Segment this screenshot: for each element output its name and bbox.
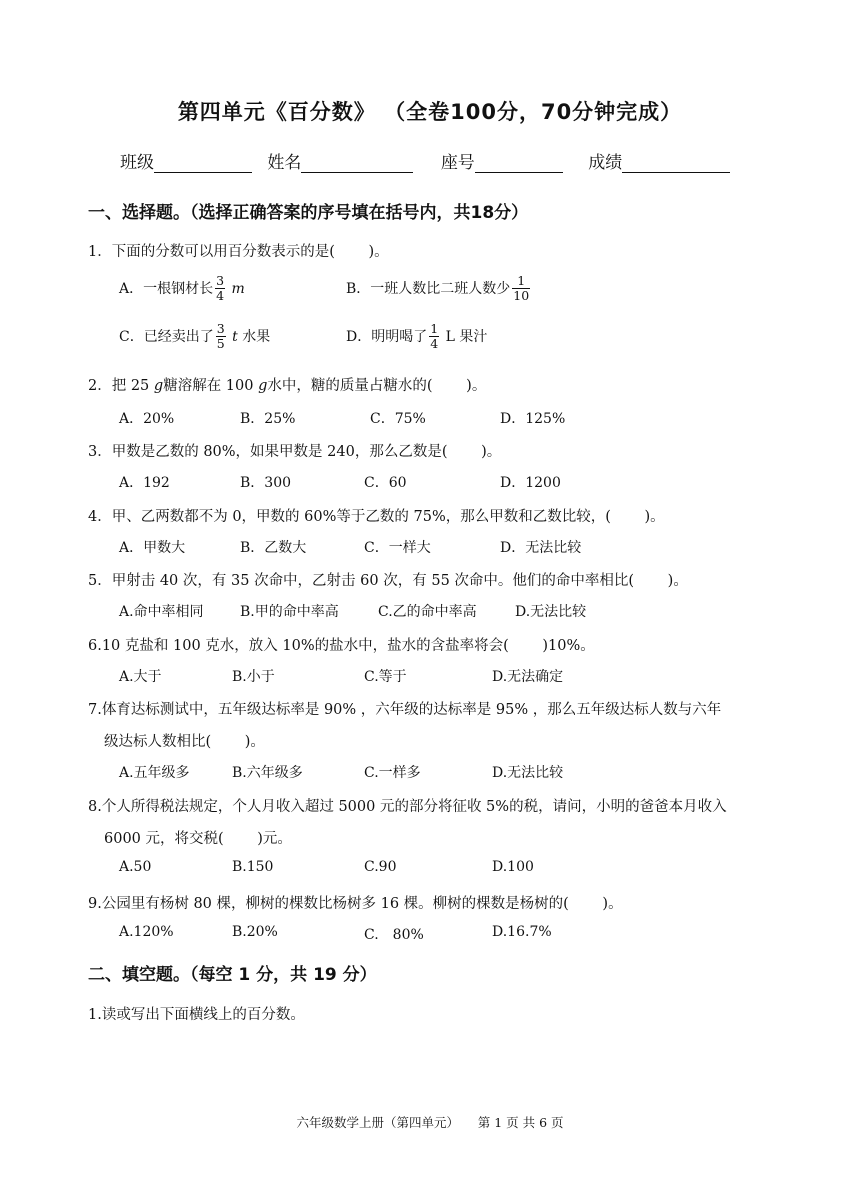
q4-option-d[interactable]: D．无法比较 — [500, 540, 582, 556]
q7-option-b[interactable]: B.六年级多 — [232, 765, 303, 781]
question-2-stem: 2．把 25 g糖溶解在 100 g水中，糖的质量占糖水的( )。 — [88, 378, 487, 394]
q4-option-b[interactable]: B．乙数大 — [240, 540, 307, 556]
q2-option-a[interactable]: A．20% — [119, 411, 175, 427]
q5-option-d[interactable]: D.无法比较 — [515, 604, 587, 620]
question-7-stem-line1: 7.体育达标测试中，五年级达标率是 90% ，六年级的达标率是 95% ，那么五年级达标人数与六年 — [88, 702, 722, 718]
question-6-stem: 6.10 克盐和 100 克水，放入 10%的盐水中，盐水的含盐率将会( )10%。 — [88, 638, 595, 654]
name-field: 姓名 — [267, 148, 413, 173]
question-8-stem-line1: 8.个人所得税法规定，个人月收入超过 5000 元的部分将征收 5%的税，请问，小明的爸爸本月收入 — [88, 799, 727, 815]
q8-option-a[interactable]: A.50 — [119, 859, 152, 875]
page-title: 第四单元《百分数》 （全卷100分，70分钟完成） — [177, 100, 683, 124]
q6-option-c[interactable]: C.等于 — [364, 669, 407, 685]
fraction: $\frac{1}{4}$ — [430, 321, 439, 352]
q9-option-c[interactable]: C. 80% — [364, 927, 424, 943]
q9-option-b[interactable]: B.20% — [232, 924, 278, 940]
page-footer: 六年级数学上册（第四单元） 第 1 页 共 6 页 — [296, 1115, 564, 1130]
class-field: 班级 — [120, 148, 252, 173]
question-4-stem: 4．甲、乙两数都不为 0，甲数的 60%等于乙数的 75%，那么甲数和乙数比较，( )。 — [88, 509, 665, 525]
q5-option-c[interactable]: C.乙的命中率高 — [378, 604, 477, 620]
name-blank[interactable] — [301, 154, 413, 173]
question-5-stem: 5．甲射击 40 次，有 35 次命中，乙射击 60 次，有 55 次命中。他们的命中率相比( )。 — [88, 573, 688, 589]
q5-option-b[interactable]: B.甲的命中率高 — [240, 604, 339, 620]
q1-option-a[interactable]: A．一根钢材长 $\frac{3}{4}$ m — [119, 273, 245, 304]
score-blank[interactable] — [622, 154, 730, 173]
fill-question-1-stem: 1.读或写出下面横线上的百分数。 — [88, 1007, 305, 1023]
q3-option-d[interactable]: D．1200 — [500, 475, 561, 491]
q8-option-b[interactable]: B.150 — [232, 859, 274, 875]
question-1-stem: 1．下面的分数可以用百分数表示的是( )。 — [88, 244, 389, 260]
q3-option-a[interactable]: A．192 — [119, 475, 170, 491]
q2-option-c[interactable]: C．75% — [370, 411, 426, 427]
question-7-stem-line2: 级达标人数相比( )。 — [104, 734, 265, 750]
seat-field: 座号 — [441, 148, 563, 173]
question-9-stem: 9.公园里有杨树 80 棵，柳树的棵数比杨树多 16 棵。柳树的棵数是杨树的( )。 — [88, 896, 623, 912]
question-8-stem-line2: 6000 元，将交税( )元。 — [104, 831, 292, 847]
q2-option-b[interactable]: B．25% — [240, 411, 296, 427]
q5-option-a[interactable]: A.命中率相同 — [119, 604, 204, 620]
q9-option-d[interactable]: D.16.7% — [492, 924, 552, 940]
class-blank[interactable] — [154, 154, 252, 173]
q7-option-d[interactable]: D.无法比较 — [492, 765, 564, 781]
q1-option-c[interactable]: C．已经卖出了 $\frac{3}{5}$ t 水果 — [119, 321, 271, 352]
q8-option-c[interactable]: C.90 — [364, 859, 397, 875]
q1-option-d[interactable]: D．明明喝了 $\frac{1}{4}$ L 果汁 — [346, 321, 488, 352]
q7-option-c[interactable]: C.一样多 — [364, 765, 421, 781]
seat-blank[interactable] — [475, 154, 563, 173]
q6-option-b[interactable]: B.小于 — [232, 669, 275, 685]
question-3-stem: 3．甲数是乙数的 80%，如果甲数是 240，那么乙数是( )。 — [88, 444, 502, 460]
fraction: $\frac{3}{5}$ — [216, 321, 225, 352]
q6-option-a[interactable]: A.大于 — [119, 669, 162, 685]
q4-option-c[interactable]: C．一样大 — [364, 540, 431, 556]
q6-option-d[interactable]: D.无法确定 — [492, 669, 564, 685]
score-field: 成绩 — [588, 148, 730, 173]
q1-option-b[interactable]: B．一班人数比二班人数少 $\frac{1}{10}$ — [346, 273, 530, 304]
q3-option-c[interactable]: C．60 — [364, 475, 407, 491]
fraction: $\frac{3}{4}$ — [216, 273, 225, 304]
section2-heading: 二、填空题。（每空 1 分，共 19 分） — [88, 965, 377, 985]
q3-option-b[interactable]: B．300 — [240, 475, 292, 491]
student-info-row — [120, 148, 740, 173]
q9-option-a[interactable]: A.120% — [119, 924, 174, 940]
q2-option-d[interactable]: D．125% — [500, 411, 566, 427]
section1-heading: 一、选择题。（选择正确答案的序号填在括号内，共18分） — [88, 203, 529, 223]
fraction: $\frac{1}{10}$ — [513, 273, 530, 304]
q7-option-a[interactable]: A.五年级多 — [119, 765, 190, 781]
q8-option-d[interactable]: D.100 — [492, 859, 534, 875]
q4-option-a[interactable]: A．甲数大 — [119, 540, 186, 556]
